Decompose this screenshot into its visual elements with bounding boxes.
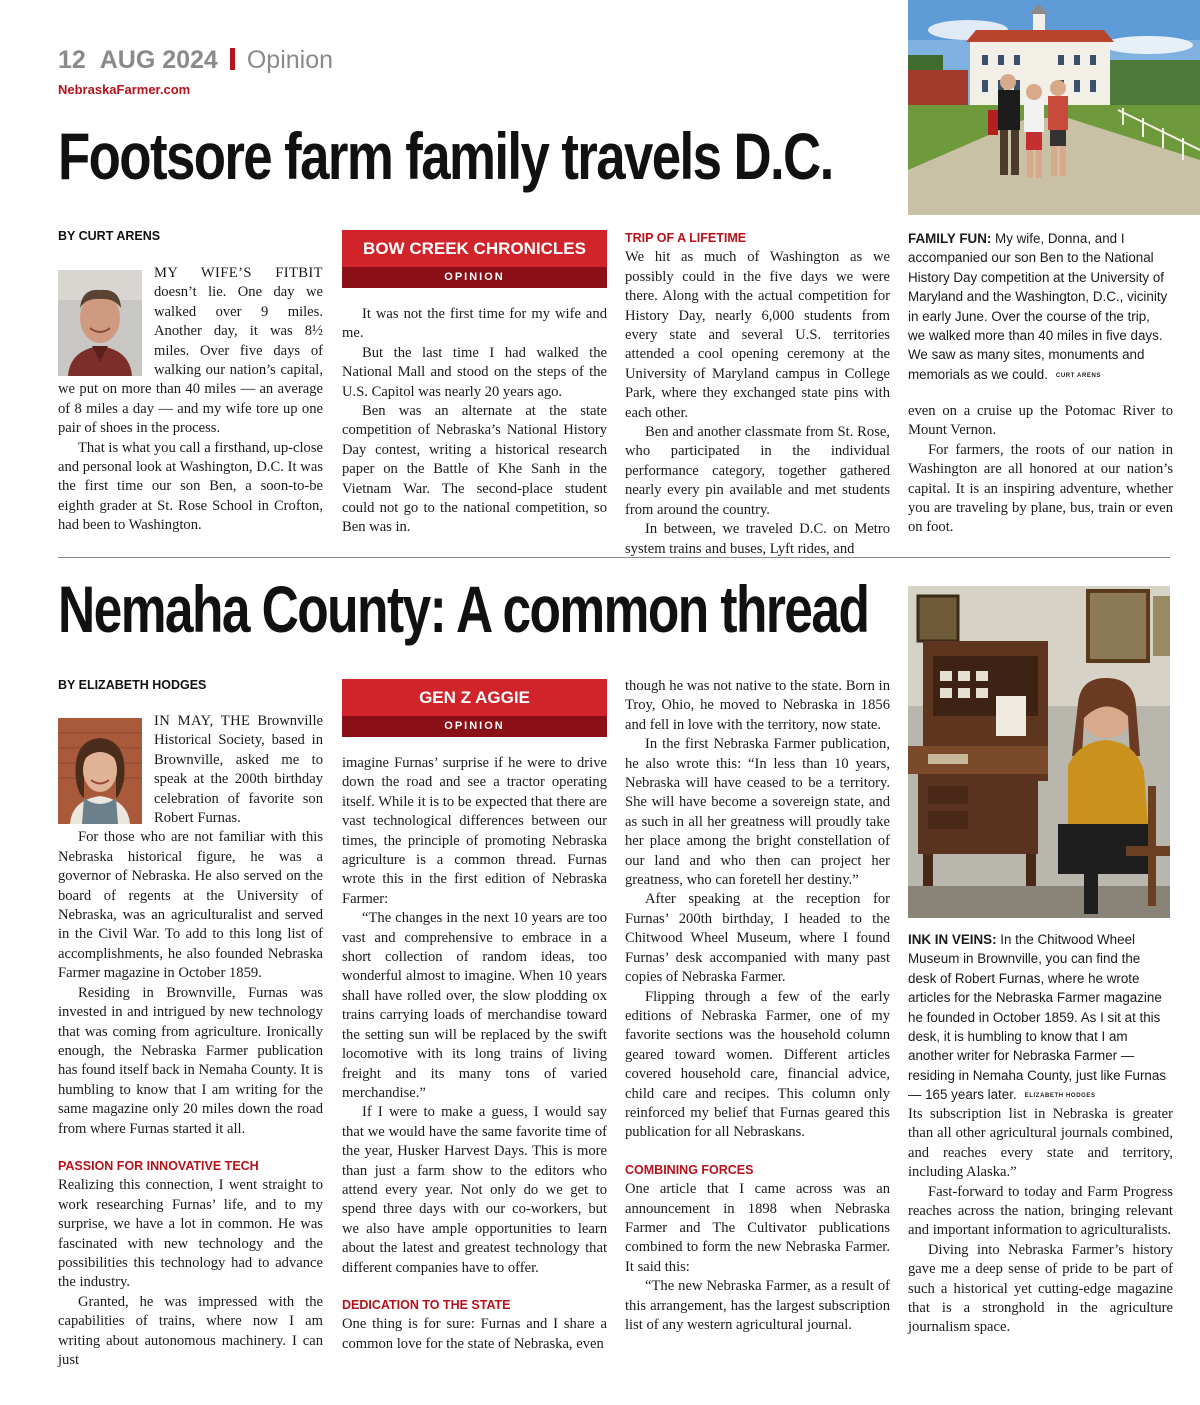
- desk-photo: [908, 586, 1170, 918]
- article2-col1-p4: Realizing this connection, I went straight to work researching Furnas’ life, and to my surprise, we have a lot in common. He was fascinated with new technology and the possibilities this technology had to advance the industry.: [58, 1177, 323, 1291]
- author-headshot-image: [58, 718, 142, 824]
- article2-col1-p3: Residing in Brownville, Furnas was invested in and intrigued by new technology that was coming from agriculture. Ironically enough, the Nebraska Farmer publication has found itself back in Nemaha County. It is humbling to know that I am writing for the same magazine only 20 miles down the road from where Furnas started it all.: [58, 984, 323, 1137]
- article1-column-1: [58, 264, 323, 536]
- article1-col2-p3: Ben was an alternate at the state competition of Nebraska’s National History Day contest, writing a historical research paper on the Battle of Khe Sanh in the Vietnam War. The second-place student could not go to the national competition, so Ben was in.: [342, 403, 607, 536]
- article1-lead-in: MY WIFE’S FITBIT: [154, 265, 323, 281]
- desk-photo-image: [908, 586, 1170, 918]
- article2-subhead-1: PASSION FOR INNOVATIVE TECH: [58, 1158, 259, 1173]
- caption-text: In the Chitwood Wheel Museum in Brownville, you can find the desk of Robert Furnas, where he wrote articles for the Nebraska Farmer magazine he founded in October 1859. As I sit at this desk, it is humbling to know that I am another writer for Nebraska Farmer — residing in Nemaha County, just like Furnas — 165 years later.: [908, 932, 1167, 1103]
- article2-col1-p5: Granted, he was impressed with the capabilities of trains, where now I am writing about autonomous machinery. I can just: [58, 1293, 323, 1368]
- folio-divider: [230, 48, 235, 70]
- article2-subhead-3: COMBINING FORCES: [625, 1162, 754, 1177]
- article1-col1-p1: doesn’t lie. One day we walked over 9 miles. Another day, it was 8½ miles. Over five days of walking our nation’s capital, we put on more than 40 miles — an average of 8 miles a day — and my wife tore up one pair of shoes in the process.: [58, 284, 323, 437]
- article1-byline: BY CURT ARENS: [58, 229, 161, 243]
- article1-col3-p2: Ben and another classmate from St. Rose, who participated in the individual performance category, together gathered nearly every pin available and met students from around the country.: [625, 424, 890, 518]
- article2-col4-p2: Fast-forward to today and Farm Progress reaches across the nation, bringing relevant and important information to agriculturalists.: [908, 1183, 1173, 1239]
- article1-col3-p3: In between, we traveled D.C. on Metro system trains and buses, Lyft rides, and: [625, 521, 890, 557]
- article2-col1-p2: For those who are not familiar with this Nebraska historical figure, he was a governor of Nebraska. He also served on the board of regents at the University of Nebraska, was an agriculturalist and served in the Civil War. To add to this long list of accomplishments, he also founded Nebraska Farmer magazine in October 1859.: [58, 829, 323, 982]
- family-photo-caption: [908, 229, 1170, 386]
- article2-headline: Nemaha County: A common thread: [58, 572, 869, 646]
- article1-column-3: [625, 229, 890, 559]
- article2-byline: BY ELIZABETH HODGES: [58, 678, 207, 692]
- article2-subhead-2: DEDICATION TO THE STATE: [342, 1297, 511, 1312]
- column-banner-title: BOW CREEK CHRONICLES: [342, 230, 607, 267]
- article1-headline: Footsore farm family travels D.C.: [58, 119, 833, 193]
- author-headshot-image: [58, 270, 142, 376]
- bow-creek-chronicles-banner: [342, 230, 607, 288]
- section-divider: [58, 557, 1170, 558]
- article2-column-1: [58, 712, 323, 1370]
- caption-text: My wife, Donna, and I accompanied our son Ben to the National History Day competition at the University of Maryland and the Washington, D.C., vicinity in early June. Over the course of the trip, we walked more than 40 miles in five days. We saw as many sites, monuments and memorials as we could.: [908, 231, 1168, 382]
- article2-col2-p4: One thing is for sure: Furnas and I share a common love for the state of Nebraska, even: [342, 1316, 607, 1352]
- article2-col2-p3: If I were to make a guess, I would say that we would have the same favorite time of the year, Husker Harvest Days. This is more than just a farm show to the editors who attend every year. Not only do we get to spend three days with our co-workers, but we also have ample opportunities to learn about the latest and greatest technology that different companies have to offer.: [342, 1104, 607, 1276]
- article2-col3-p4: Flipping through a few of the early editions of Nebraska Farmer, one of my favorite sections was the household column geared toward women. Different articles covered household care, financial advice, child care and recipes. This column only reinforced my belief that Furnas geared this publication for all Nebraskans.: [625, 988, 890, 1141]
- author-headshot: [58, 270, 142, 376]
- page-number: 12: [58, 46, 86, 74]
- article1-col2-p2: But the last time I had walked the National Mall and stood on the steps of the U.S. Capitol was nearly 20 years ago.: [342, 344, 607, 400]
- article2-col3-p5: One article that I came across was an announcement in 1898 when Nebraska Farmer and The Cultivator publications combined to form the new Nebraska Farmer. It said this:: [625, 1181, 890, 1275]
- article1-column-4: [908, 402, 1173, 538]
- author-headshot: [58, 718, 142, 824]
- article2-lead-in: IN MAY, THE: [154, 713, 251, 729]
- article2-column-4: [908, 1105, 1173, 1338]
- article2-col3-p2: In the first Nebraska Farmer publication, he also wrote this: “In less than 10 years, Nebraska will have ceased to be a territory. She will have become a sovereign state, and as such in all her greatness will proudly take her place among the bright constellation of our land and who then can project her greatness, who can foretell her destiny.”: [625, 736, 890, 889]
- article1-col4-p1: even on a cruise up the Potomac River to Mount Vernon.: [908, 403, 1173, 439]
- article2-col3-p3: After speaking at the reception for Furnas’ 200th birthday, I headed to the Chitwood Wheel Museum, where I found Furnas’ desk accompanied with many past copies of Nebraska Farmer.: [625, 891, 890, 986]
- family-photo-image: [908, 0, 1200, 215]
- caption-label: INK IN VEINS:: [908, 932, 997, 947]
- article1-col2-p1: It was not the first time for my wife and me.: [342, 306, 607, 342]
- article2-col4-p3: Diving into Nebraska Farmer’s history gave me a deep sense of pride to be part of such a historical yet cutting-edge magazine that is a stronghold in the agriculture journalism space.: [908, 1241, 1173, 1336]
- website-link[interactable]: NebraskaFarmer.com: [58, 82, 191, 97]
- column-banner-tag: OPINION: [342, 267, 607, 288]
- article2-col3-p1: though he was not native to the state. Born in Troy, Ohio, he moved to Nebraska in 1856 and fell in love with the territory, now state.: [625, 678, 890, 733]
- caption-label: FAMILY FUN:: [908, 231, 992, 246]
- article2-col3-p6: “The new Nebraska Farmer, as a result of this arrangement, has the largest subscription list of any western agricultural journal.: [625, 1278, 890, 1333]
- article1-col1-p2: That is what you call a firsthand, up-close and personal look at Washington, D.C. It was the first time our son Ben, a soon-to-be eighth grader at St. Rose School in Crofton, had been to Washington.: [58, 439, 323, 534]
- desk-photo-caption: [908, 930, 1170, 1107]
- column-banner-title: GEN Z AGGIE: [342, 679, 607, 716]
- article2-column-3: [625, 677, 890, 1335]
- section-name: Opinion: [246, 46, 334, 74]
- photo-credit: ELIZABETH HODGES: [1024, 1093, 1096, 1100]
- page-folio: [58, 46, 333, 75]
- gen-z-aggie-banner: [342, 679, 607, 737]
- article2-col1-p1: Brownville Historical Society, based in Brownville, asked me to speak at the 200th birthday celebration of favorite son Robert Furnas.: [154, 713, 323, 827]
- article2-col2-p1: imagine Furnas’ surprise if he were to drive down the road and see a tractor operating itself. While it is to be expected that there are vast technological differences between our times, the principle of promoting Nebraska agriculture is a common thread. Furnas wrote this in the first edition of Nebraska Farmer:: [342, 755, 607, 907]
- family-photo: [908, 0, 1200, 215]
- photo-credit: CURT ARENS: [1055, 372, 1102, 379]
- article1-column-2: [342, 305, 607, 538]
- column-banner-tag: OPINION: [342, 716, 607, 737]
- article1-col3-p1: We hit as much of Washington as we possibly could in the five days we were there. Along with the actual competition for History Day, nearly 6,000 students from every state and several U.S. territories attended a cool opening ceremony at the University of Maryland campus in College Park, where they exchanged state pins with each other.: [625, 249, 890, 421]
- article2-col2-p2: “The changes in the next 10 years are too vast and comprehensive to embrace in a short collection of random ideas, too wonderful almost to imagine. When 10 years shall have rolled over, the slow plodding ox trains carrying loads of merchandise toward the setting sun will be replaced by the swift locomotive with its long trains of living freight and its many tons of varied merchandise.”: [342, 910, 607, 1101]
- article2-col4-p1: Its subscription list in Nebraska is greater than all other agricultural journals combined, and reaches every state and territory, including Alaska.”: [908, 1106, 1173, 1181]
- article1-subhead: TRIP OF A LIFETIME: [625, 231, 747, 245]
- article1-col4-p2: For farmers, the roots of our nation in Washington are all honored at our nation’s capital. It is an inspiring adventure, whether you are traveling by plane, bus, train or even on foot.: [908, 441, 1173, 536]
- issue-date: AUG 2024: [99, 46, 218, 74]
- article2-column-2: [342, 754, 607, 1354]
